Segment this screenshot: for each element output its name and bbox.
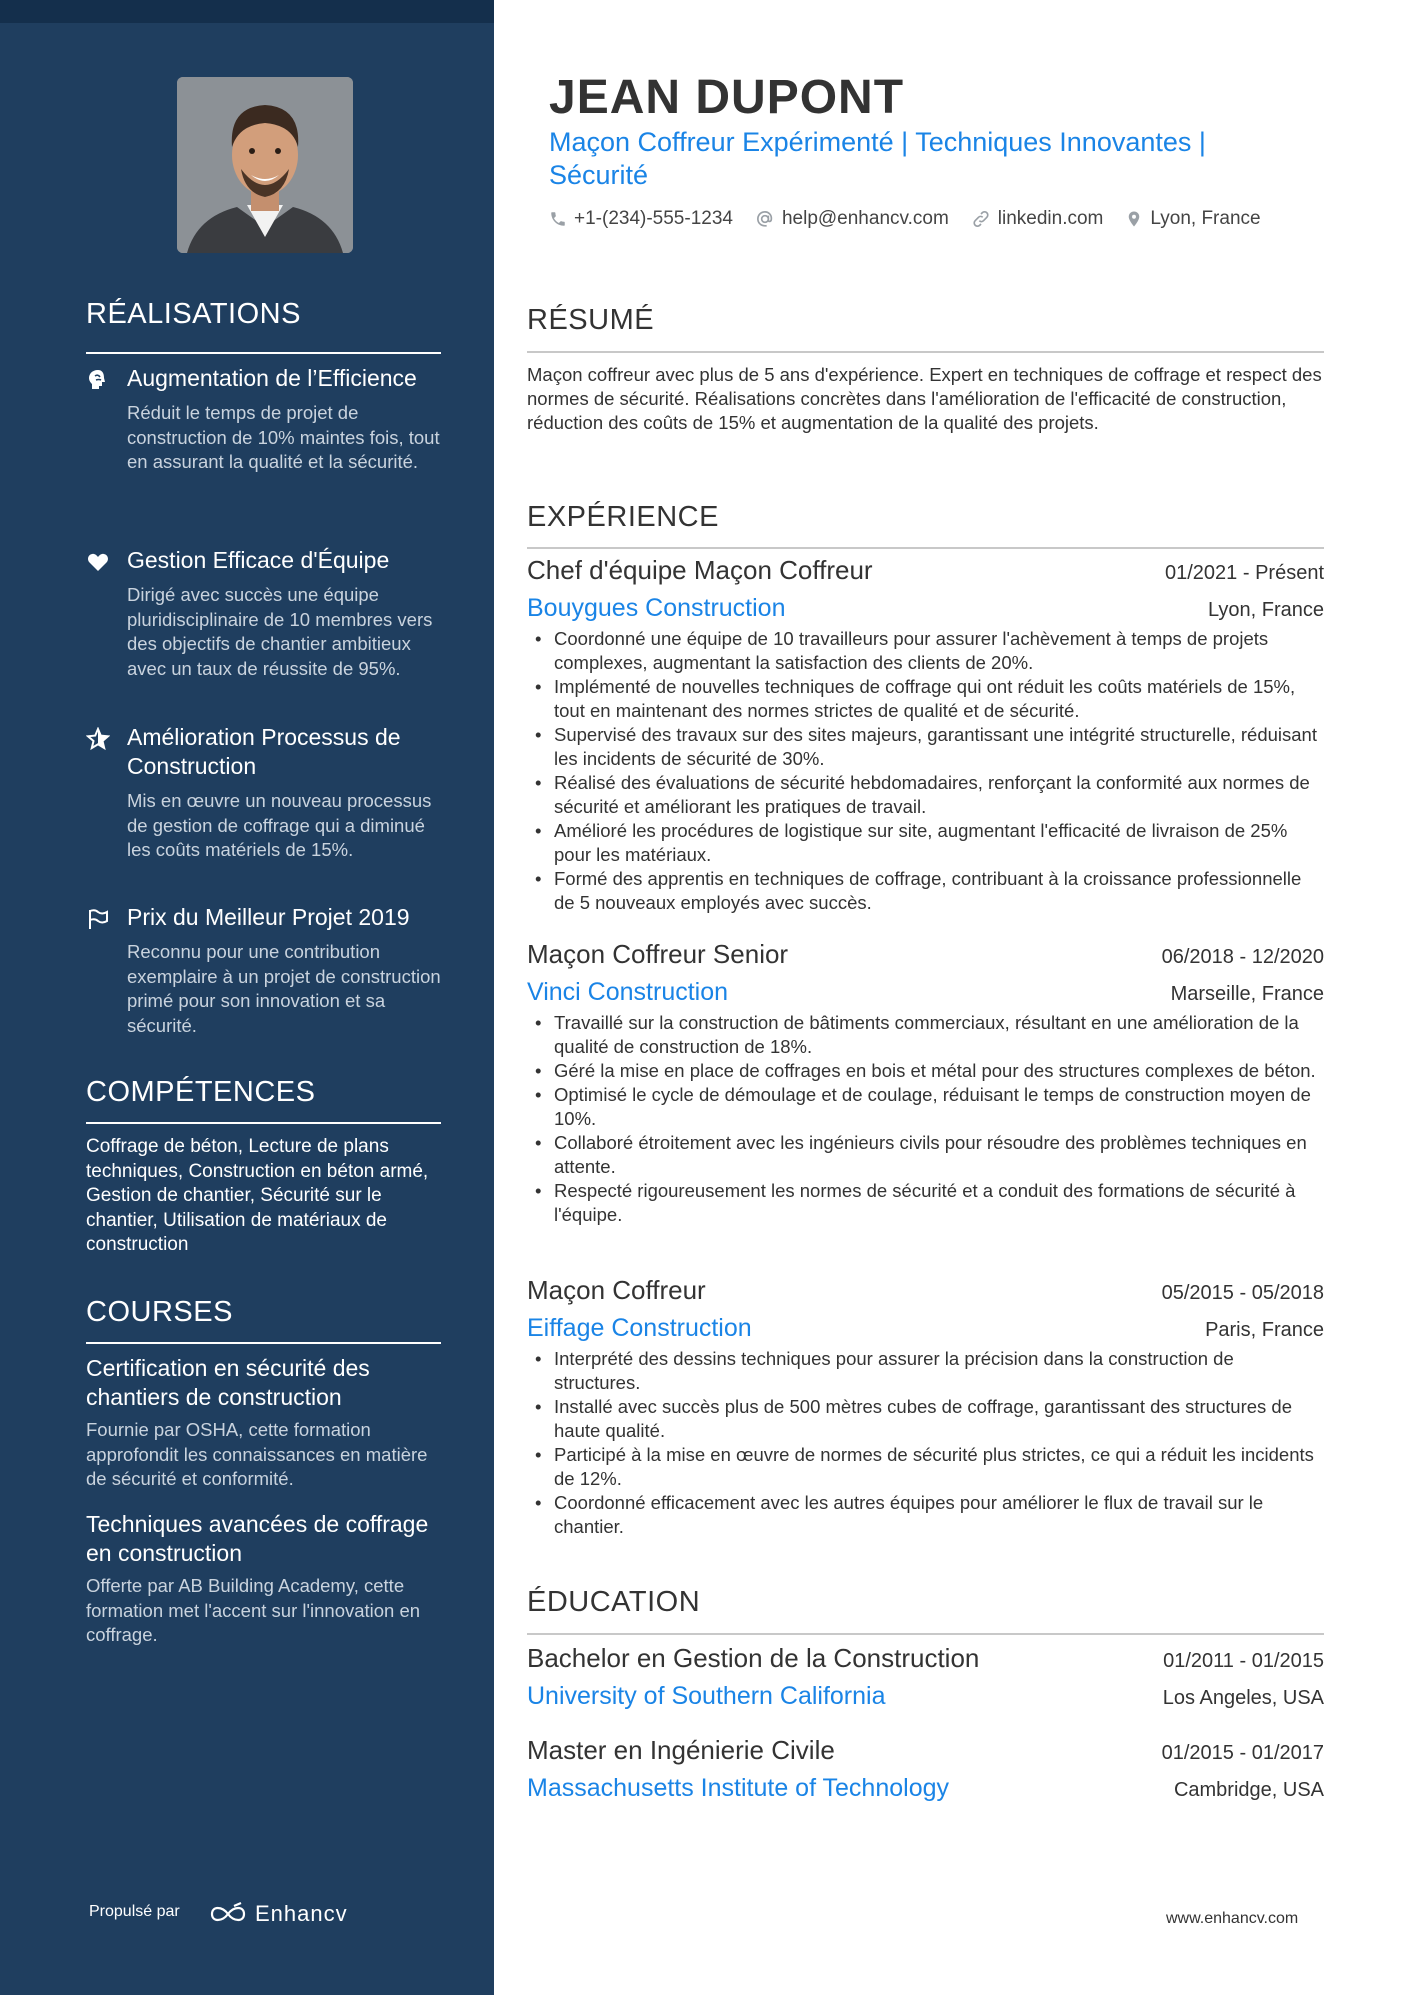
school-location: Los Angeles, USA xyxy=(1162,1687,1324,1709)
footer-url[interactable]: www.enhancv.com xyxy=(1166,1910,1299,1927)
job-date: 01/2021 - Présent xyxy=(1165,562,1324,584)
achievement-desc: Mis en œuvre un nouveau processus de gestion de coffrage qui a diminué les coûts matériels de 15%. xyxy=(127,790,432,860)
achievement-title: Prix du Meilleur Projet 2019 xyxy=(127,904,410,930)
achievement-desc: Réduit le temps de projet de construction de 10% maintes fois, tout en assurant la qualité et la sécurité. xyxy=(127,402,440,472)
course-title: Techniques avancées de coffrage en construction xyxy=(86,1511,429,1566)
degree-title: Bachelor en Gestion de la Construction xyxy=(527,1643,980,1673)
education-entry xyxy=(527,1643,1324,1711)
powered-by-label: Propulsé par xyxy=(89,1903,180,1920)
candidate-subtitle: Maçon Coffreur Expérimenté | Techniques Innovantes | Sécurité xyxy=(549,127,1206,190)
job-entry xyxy=(527,555,1324,915)
education-date: 01/2015 - 01/2017 xyxy=(1161,1742,1324,1764)
summary-text: Maçon coffreur avec plus de 5 ans d'expérience. Expert en techniques de coffrage et respect des normes de sécurité. Réalisations concrètes dans l'amélioration de l'efficacité de construction, réduction des coûts de 15% et augmentation de la qualité des projets. xyxy=(527,364,1322,433)
phone-icon xyxy=(549,210,567,228)
job-bullet: • Réalisé des évaluations de sécurité hebdomadaires, renforçant la conformité aux normes de sécurité et améliorant les pratiques de travail. xyxy=(554,771,1324,819)
linkedin-text: linkedin.com xyxy=(997,208,1104,229)
achievement-item xyxy=(86,364,446,475)
job-bullet: • Travaillé sur la construction de bâtiments commerciaux, résultant en une amélioration de la qualité de construction de 18%. xyxy=(554,1011,1324,1059)
education-entry xyxy=(527,1735,1324,1803)
achievement-item xyxy=(86,903,446,1038)
job-bullet: • Géré la mise en place de coffrages en bois et métal pour des structures complexes de béton. xyxy=(554,1059,1324,1083)
job-bullet: • Supervisé des travaux sur des sites majeurs, garantissant une intégrité structurelle, réduisant les incidents de sécurité de 30%. xyxy=(554,723,1324,771)
achievement-item xyxy=(86,546,446,681)
job-bullet: • Amélioré les procédures de logistique sur site, augmentant l'efficacité de livraison de 25% pour les matériaux. xyxy=(554,819,1324,867)
course-item xyxy=(86,1354,446,1492)
job-date: 06/2018 - 12/2020 xyxy=(1161,946,1324,968)
job-bullets xyxy=(527,1011,1324,1227)
candidate-name: JEAN DUPONT xyxy=(549,71,905,124)
email-text: help@enhancv.com xyxy=(781,208,949,229)
courses-rule xyxy=(86,1342,441,1344)
sidebar-top-bar xyxy=(0,0,494,23)
job-bullets xyxy=(527,1347,1324,1539)
achievements-rule xyxy=(86,352,441,354)
school-name[interactable]: Massachusetts Institute of Technology xyxy=(527,1774,949,1802)
profile-photo xyxy=(177,77,353,253)
job-bullet: • Coordonné efficacement avec les autres équipes pour améliorer le flux de travail sur le chantier. xyxy=(554,1491,1324,1539)
contact-email[interactable] xyxy=(755,208,949,230)
education-title: ÉDUCATION xyxy=(527,1586,701,1618)
school-location: Cambridge, USA xyxy=(1173,1779,1324,1801)
enhancv-logo[interactable] xyxy=(208,1899,368,1929)
experience-rule xyxy=(527,547,1324,549)
summary-rule xyxy=(527,351,1324,353)
skills-rule xyxy=(86,1122,441,1124)
job-bullet: • Respecté rigoureusement les normes de sécurité et a conduit des formations de sécurité à l'équipe. xyxy=(554,1179,1324,1227)
at-icon xyxy=(755,209,775,229)
link-icon xyxy=(971,209,991,229)
skills-text: Coffrage de béton, Lecture de plans techniques, Construction en béton armé, Gestion de chantier, Sécurité sur le chantier, Utilisation de matériaux de construction xyxy=(86,1136,429,1255)
job-bullet: • Coordonné une équipe de 10 travailleurs pour assurer l'achèvement à temps de projets complexes, augmentant la satisfaction des clients de 20%. xyxy=(554,627,1324,675)
job-bullet: • Interprété des dessins techniques pour assurer la précision dans la construction de structures. xyxy=(554,1347,1324,1395)
job-entry xyxy=(527,1275,1324,1539)
course-desc: Offerte par AB Building Academy, cette formation met l'accent sur l'innovation en coffrage. xyxy=(86,1575,421,1645)
company-name[interactable]: Eiffage Construction xyxy=(527,1314,752,1342)
school-name[interactable]: University of Southern California xyxy=(527,1682,886,1710)
achievement-desc: Dirigé avec succès une équipe pluridisciplinaire de 10 membres vers des objectifs de chantier ambitieux avec un taux de réussite de 95%. xyxy=(127,584,433,679)
achievement-title: Amélioration Processus de Construction xyxy=(127,724,401,779)
job-entry xyxy=(527,939,1324,1227)
achievement-desc: Reconnu pour une contribution exemplaire à un projet de construction primé pour son innovation et sa sécurité. xyxy=(127,941,441,1036)
brain-icon xyxy=(86,368,110,392)
job-bullet: • Collaboré étroitement avec les ingénieurs civils pour résoudre des problèmes techniques en attente. xyxy=(554,1131,1324,1179)
location-text: Lyon, France xyxy=(1150,208,1261,229)
achievement-item xyxy=(86,723,446,863)
skills-title: COMPÉTENCES xyxy=(86,1076,316,1108)
job-bullet: • Participé à la mise en œuvre de normes de sécurité plus strictes, ce qui a réduit les incidents de 12%. xyxy=(554,1443,1324,1491)
location-pin-icon xyxy=(1125,209,1143,229)
achievements-title: RÉALISATIONS xyxy=(86,298,301,330)
job-location: Paris, France xyxy=(1205,1319,1324,1341)
job-title: Maçon Coffreur xyxy=(527,1275,706,1305)
flag-icon xyxy=(86,907,110,931)
contact-bar xyxy=(549,208,1283,230)
phone-text: +1-(234)-555-1234 xyxy=(574,208,733,229)
courses-title: COURSES xyxy=(86,1296,233,1328)
summary-title: RÉSUMÉ xyxy=(527,304,655,336)
sidebar xyxy=(0,0,494,1995)
job-bullet: • Implémenté de nouvelles techniques de coffrage qui ont réduit les coûts matériels de 15%, tout en maintenant des normes strictes de qualité et de sécurité. xyxy=(554,675,1324,723)
job-bullet: • Installé avec succès plus de 500 mètres cubes de coffrage, garantissant des structures de haute qualité. xyxy=(554,1395,1324,1443)
experience-title: EXPÉRIENCE xyxy=(527,501,719,533)
contact-location xyxy=(1125,208,1260,230)
job-bullets xyxy=(527,627,1324,915)
course-item xyxy=(86,1510,446,1648)
achievement-title: Gestion Efficace d'Équipe xyxy=(127,547,390,573)
heart-icon xyxy=(86,550,110,574)
star-icon xyxy=(86,727,110,751)
course-title: Certification en sécurité des chantiers de construction xyxy=(86,1355,370,1410)
job-title: Chef d'équipe Maçon Coffreur xyxy=(527,555,873,585)
job-location: Lyon, France xyxy=(1208,599,1324,621)
contact-phone[interactable] xyxy=(549,208,733,230)
company-name[interactable]: Vinci Construction xyxy=(527,978,729,1006)
company-name[interactable]: Bouygues Construction xyxy=(527,594,786,622)
achievement-title: Augmentation de l’Efficience xyxy=(127,365,417,391)
brand-name: Enhancv xyxy=(255,1901,348,1926)
job-location: Marseille, France xyxy=(1170,983,1324,1005)
job-bullet: • Formé des apprentis en techniques de coffrage, contribuant à la croissance professionnelle de 5 nouveaux employés avec succès. xyxy=(554,867,1324,915)
job-title: Maçon Coffreur Senior xyxy=(527,939,789,969)
course-desc: Fournie par OSHA, cette formation approfondit les connaissances en matière de sécurité et conformité. xyxy=(86,1419,428,1489)
contact-linkedin[interactable] xyxy=(971,208,1104,230)
education-rule xyxy=(527,1633,1324,1635)
job-date: 05/2015 - 05/2018 xyxy=(1161,1282,1324,1304)
job-bullet: • Optimisé le cycle de démoulage et de coulage, réduisant le temps de construction moyen de 10%. xyxy=(554,1083,1324,1131)
education-date: 01/2011 - 01/2015 xyxy=(1163,1650,1324,1672)
degree-title: Master en Ingénierie Civile xyxy=(527,1735,835,1765)
